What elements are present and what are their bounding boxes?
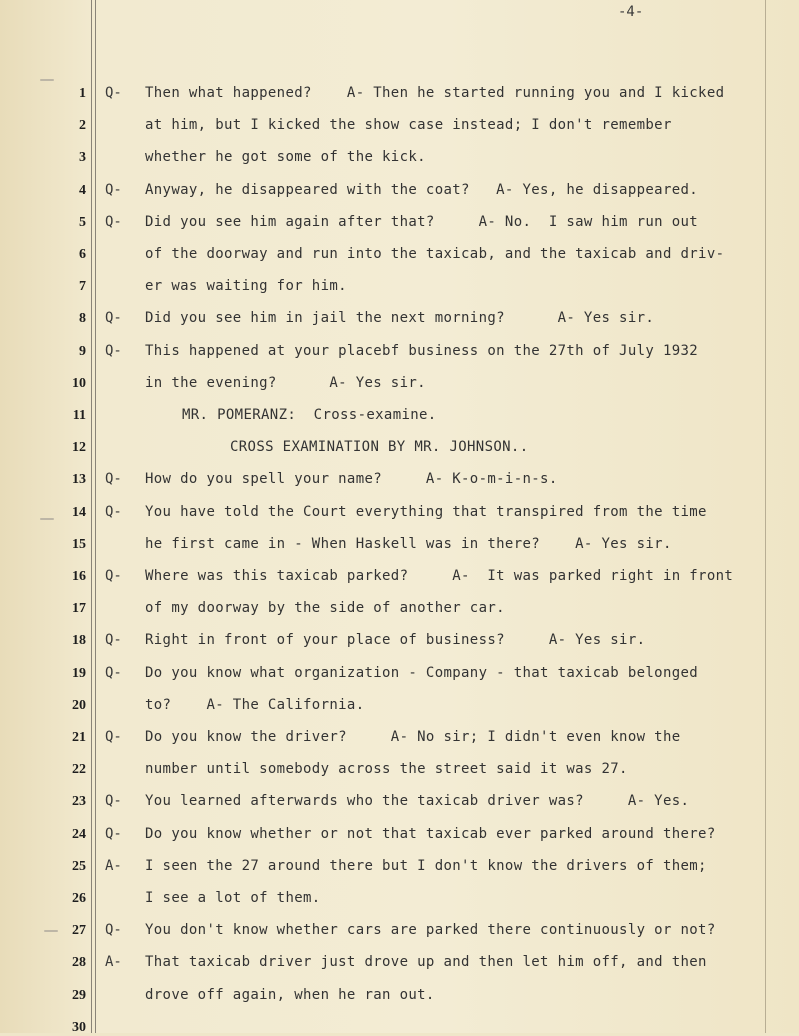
left-margin-rule: [91, 0, 92, 1033]
line-number: 30: [72, 1020, 86, 1035]
transcript-text: MR. POMERANZ: Cross-examine.: [182, 407, 437, 423]
line-number: 16: [72, 569, 86, 584]
line-number: 21: [72, 730, 86, 745]
line-number: 23: [72, 794, 86, 809]
line-number: 8: [79, 311, 86, 326]
line-number: 13: [72, 472, 86, 487]
transcript-text: You learned afterwards who the taxicab driver was? A- Yes.: [145, 793, 690, 809]
transcript-text: of my doorway by the side of another car.: [145, 600, 505, 616]
speaker-marker: Q-: [105, 922, 122, 938]
transcript-text: at him, but I kicked the show case instead; I don't remember: [145, 117, 672, 133]
speaker-marker: Q-: [105, 729, 122, 745]
speaker-marker: Q-: [105, 182, 122, 198]
line-number: 18: [72, 633, 86, 648]
transcript-text: You have told the Court everything that transpired from the time: [145, 504, 707, 520]
line-number: 19: [72, 666, 86, 681]
line-number: 6: [79, 247, 86, 262]
speaker-marker: Q-: [105, 793, 122, 809]
transcript-text: You don't know whether cars are parked there continuously or not?: [145, 922, 716, 938]
line-number: 10: [72, 376, 86, 391]
line-number: 17: [72, 601, 86, 616]
transcript-text: CROSS EXAMINATION BY MR. JOHNSON..: [230, 439, 529, 455]
punch-hole-mark: [40, 79, 54, 81]
line-number: 20: [72, 698, 86, 713]
transcript-text: in the evening? A- Yes sir.: [145, 375, 426, 391]
page-number: -4-: [618, 4, 644, 20]
speaker-marker: A-: [105, 858, 122, 874]
transcript-text: Do you know the driver? A- No sir; I didn't even know the: [145, 729, 681, 745]
transcript-text: Where was this taxicab parked? A- It was parked right in front: [145, 568, 734, 584]
transcript-text: he first came in - When Haskell was in there? A- Yes sir.: [145, 536, 672, 552]
line-number: 5: [79, 215, 86, 230]
speaker-marker: Q-: [105, 504, 122, 520]
transcript-text: of the doorway and run into the taxicab, and the taxicab and driv-: [145, 246, 725, 262]
line-number: 27: [72, 923, 86, 938]
transcript-text: to? A- The California.: [145, 697, 365, 713]
transcript-text: number until somebody across the street said it was 27.: [145, 761, 628, 777]
line-number: 4: [79, 183, 86, 198]
line-number: 3: [79, 150, 86, 165]
transcript-text: I seen the 27 around there but I don't know the drivers of them;: [145, 858, 707, 874]
line-number: 1: [79, 86, 86, 101]
line-number: 26: [72, 891, 86, 906]
speaker-marker: Q-: [105, 214, 122, 230]
transcript-text: whether he got some of the kick.: [145, 149, 426, 165]
speaker-marker: Q-: [105, 568, 122, 584]
transcript-text: Right in front of your place of business? A- Yes sir.: [145, 632, 646, 648]
line-number: 9: [79, 344, 86, 359]
line-number: 14: [72, 505, 86, 520]
line-number: 25: [72, 859, 86, 874]
speaker-marker: Q-: [105, 85, 122, 101]
left-margin-rule-inner: [95, 0, 96, 1033]
speaker-marker: Q-: [105, 471, 122, 487]
line-number: 22: [72, 762, 86, 777]
line-number: 24: [72, 827, 86, 842]
transcript-text: Did you see him in jail the next morning? A- Yes sir.: [145, 310, 655, 326]
transcript-text: Do you know what organization - Company - that taxicab belonged: [145, 665, 699, 681]
transcript-text: Do you know whether or not that taxicab ever parked around there?: [145, 826, 716, 842]
transcript-text: I see a lot of them.: [145, 890, 321, 906]
transcript-text: Anyway, he disappeared with the coat? A- Yes, he disappeared.: [145, 182, 699, 198]
transcript-text: That taxicab driver just drove up and then let him off, and then: [145, 954, 707, 970]
speaker-marker: A-: [105, 954, 122, 970]
line-number: 15: [72, 537, 86, 552]
line-number: 12: [72, 440, 86, 455]
punch-hole-mark: [44, 930, 58, 932]
line-number: 28: [72, 955, 86, 970]
speaker-marker: Q-: [105, 826, 122, 842]
right-margin-rule: [765, 0, 766, 1033]
speaker-marker: Q-: [105, 310, 122, 326]
transcript-text: Did you see him again after that? A- No. I saw him run out: [145, 214, 699, 230]
transcript-text: drove off again, when he ran out.: [145, 987, 435, 1003]
punch-hole-mark: [40, 518, 54, 520]
speaker-marker: Q-: [105, 632, 122, 648]
line-number: 11: [72, 408, 86, 423]
transcript-text: Then what happened? A- Then he started running you and I kicked: [145, 85, 725, 101]
line-number: 2: [79, 118, 86, 133]
transcript-text: How do you spell your name? A- K-o-m-i-n-s.: [145, 471, 558, 487]
line-number: 7: [79, 279, 86, 294]
transcript-text: er was waiting for him.: [145, 278, 347, 294]
line-number: 29: [72, 988, 86, 1003]
speaker-marker: Q-: [105, 343, 122, 359]
speaker-marker: Q-: [105, 665, 122, 681]
transcript-text: This happened at your placebf business on the 27th of July 1932: [145, 343, 699, 359]
